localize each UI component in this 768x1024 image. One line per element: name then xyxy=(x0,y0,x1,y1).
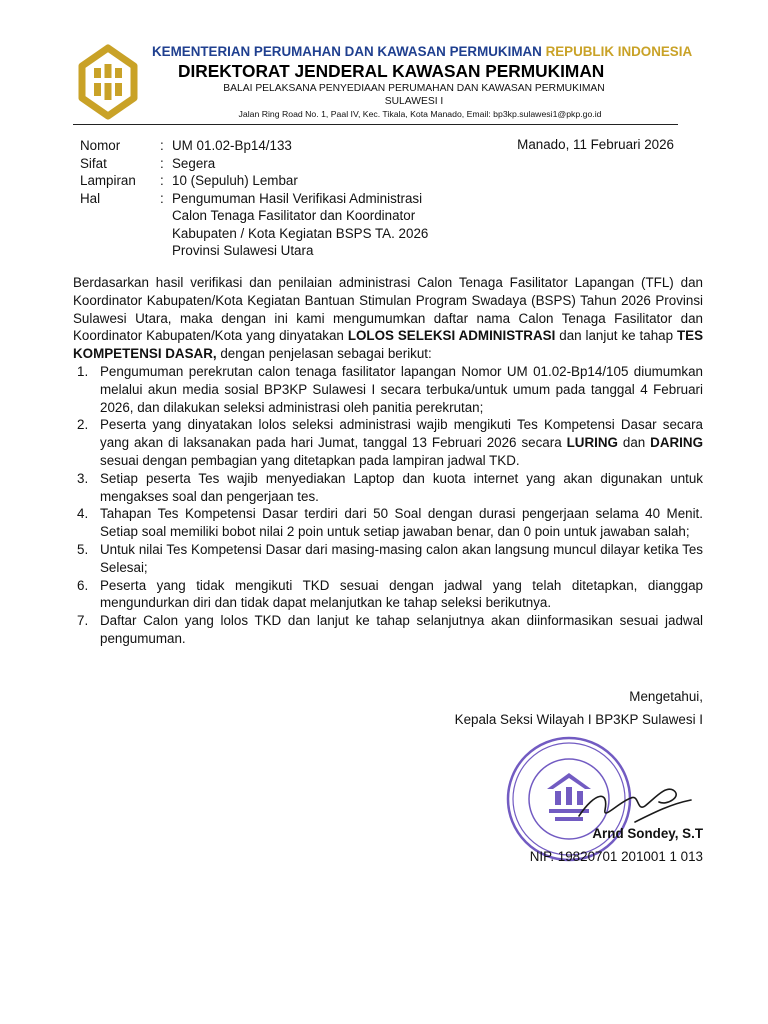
place-date: Manado, 11 Februari 2026 xyxy=(517,137,674,152)
list-item: 2. Peserta yang dinyatakan lolos seleksi administrasi wajib mengikuti Tes Kompetensi Dasar secara yang akan di laksanakan pada hari Jumat, tanggal 13 Februari 2026 secara LURING dan DARING sesuai dengan pembagian yang ditetapkan pada lampiran jadwal TKD. xyxy=(77,417,703,468)
announcement-list xyxy=(73,363,703,648)
meta-lampiran: Lampiran : 10 (Sepuluh) Lembar xyxy=(80,173,298,188)
directorate-name: DIREKTORAT JENDERAL KAWASAN PERMUKIMAN xyxy=(178,61,605,81)
letter-meta xyxy=(80,137,472,260)
list-item: 7. Daftar Calon yang lolos TKD dan lanjut ke tahap selanjutnya akan diinformasikan sesuai jadwal pengumuman. xyxy=(77,613,703,646)
letter-body xyxy=(73,274,703,648)
meta-sifat: Sifat : Segera xyxy=(80,155,216,171)
ministry-name: KEMENTERIAN PERUMAHAN DAN KAWASAN PERMUKIMAN REPUBLIK INDONESIA xyxy=(152,44,693,59)
signatory-nip: NIP. 19820701 201001 1 013 xyxy=(529,849,703,864)
ministry-logo-icon xyxy=(72,44,144,120)
handwritten-signature-icon xyxy=(575,772,695,832)
intro-paragraph: Berdasarkan hasil verifikasi dan penilaian administrasi Calon Tenaga Fasilitator Lapangan (TFL) dan Koordinator Kabupaten/Kota Kegiatan Bantuan Stimulan Program Swadaya (BSPS) Tahun 2026 Provinsi Sulawesi Utara, maka dengan ini kami mengumumkan daftar nama Calon Tenaga Fasilitator dan Koordinator Kabupaten/Kota yang dinyatakan LOLOS SELEKSI ADMINISTRASI dan lanjut ke tahap TES KOMPETENSI DASAR, dengan penjelasan sebagai berikut: xyxy=(73,275,704,362)
list-item: 5. Untuk nilai Tes Kompetensi Dasar dari masing-masing calon akan langsung muncul dilayar ketika Tes Selesai; xyxy=(77,541,703,575)
list-item: 4. Tahapan Tes Kompetensi Dasar terdiri dari 50 Soal dengan durasi pengerjaan selama 40 Menit. Setiap soal memiliki bobot nilai 2 poin untuk setiap jawaban benar, dan 0 poin untuk jawaban salah; xyxy=(77,506,703,540)
signatory-position: Kepala Seksi Wilayah I BP3KP Sulawesi I xyxy=(454,712,703,727)
list-item: 6. Peserta yang tidak mengikuti TKD sesuai dengan jadwal yang telah ditetapkan, dianggap mengundurkan diri dan tidak dapat melanjutkan ke tahap seleksi berikutnya. xyxy=(77,577,703,611)
list-item: 1. Pengumuman perekrutan calon tenaga fasilitator lapangan Nomor UM 01.02-Bp14/105 diumumkan melalui akun media sosial BP3KP Sulawesi I secara terbuka/untuk umum pada tanggal 4 Februari 2026, dan dilakukan seleksi administrasi oleh panitia perekrutan; xyxy=(77,363,703,415)
signatory-name: Arnd Sondey, S.T xyxy=(592,826,703,841)
meta-nomor: Nomor : UM 01.02-Bp14/133 xyxy=(80,138,292,153)
header-divider xyxy=(73,124,678,125)
republic-name: REPUBLIK INDONESIA xyxy=(545,44,693,59)
acknowledged-label: Mengetahui, xyxy=(629,689,703,704)
meta-hal: Hal : Pengumuman Hasil Verifikasi Administrasi Calon Tenaga Fasilitator dan Koordinator Kabupaten / Kota Kegiatan BSPS TA. 2026 Provinsi Sulawesi Utara xyxy=(80,190,429,258)
office-address: Jalan Ring Road No. 1, Paal IV, Kec. Tikala, Kota Manado, Email: bp3kp.sulawesi1@pkp.go.id xyxy=(238,109,602,119)
office-name: BALAI PELAKSANA PENYEDIAAN PERUMAHAN DAN KAWASAN PERMUKIMAN SULAWESI I xyxy=(223,83,605,107)
list-item: 3. Setiap peserta Tes wajib menyediakan Laptop dan kuota internet yang akan digunakan untuk mengakses soal dan pengerjaan tes. xyxy=(77,470,703,504)
